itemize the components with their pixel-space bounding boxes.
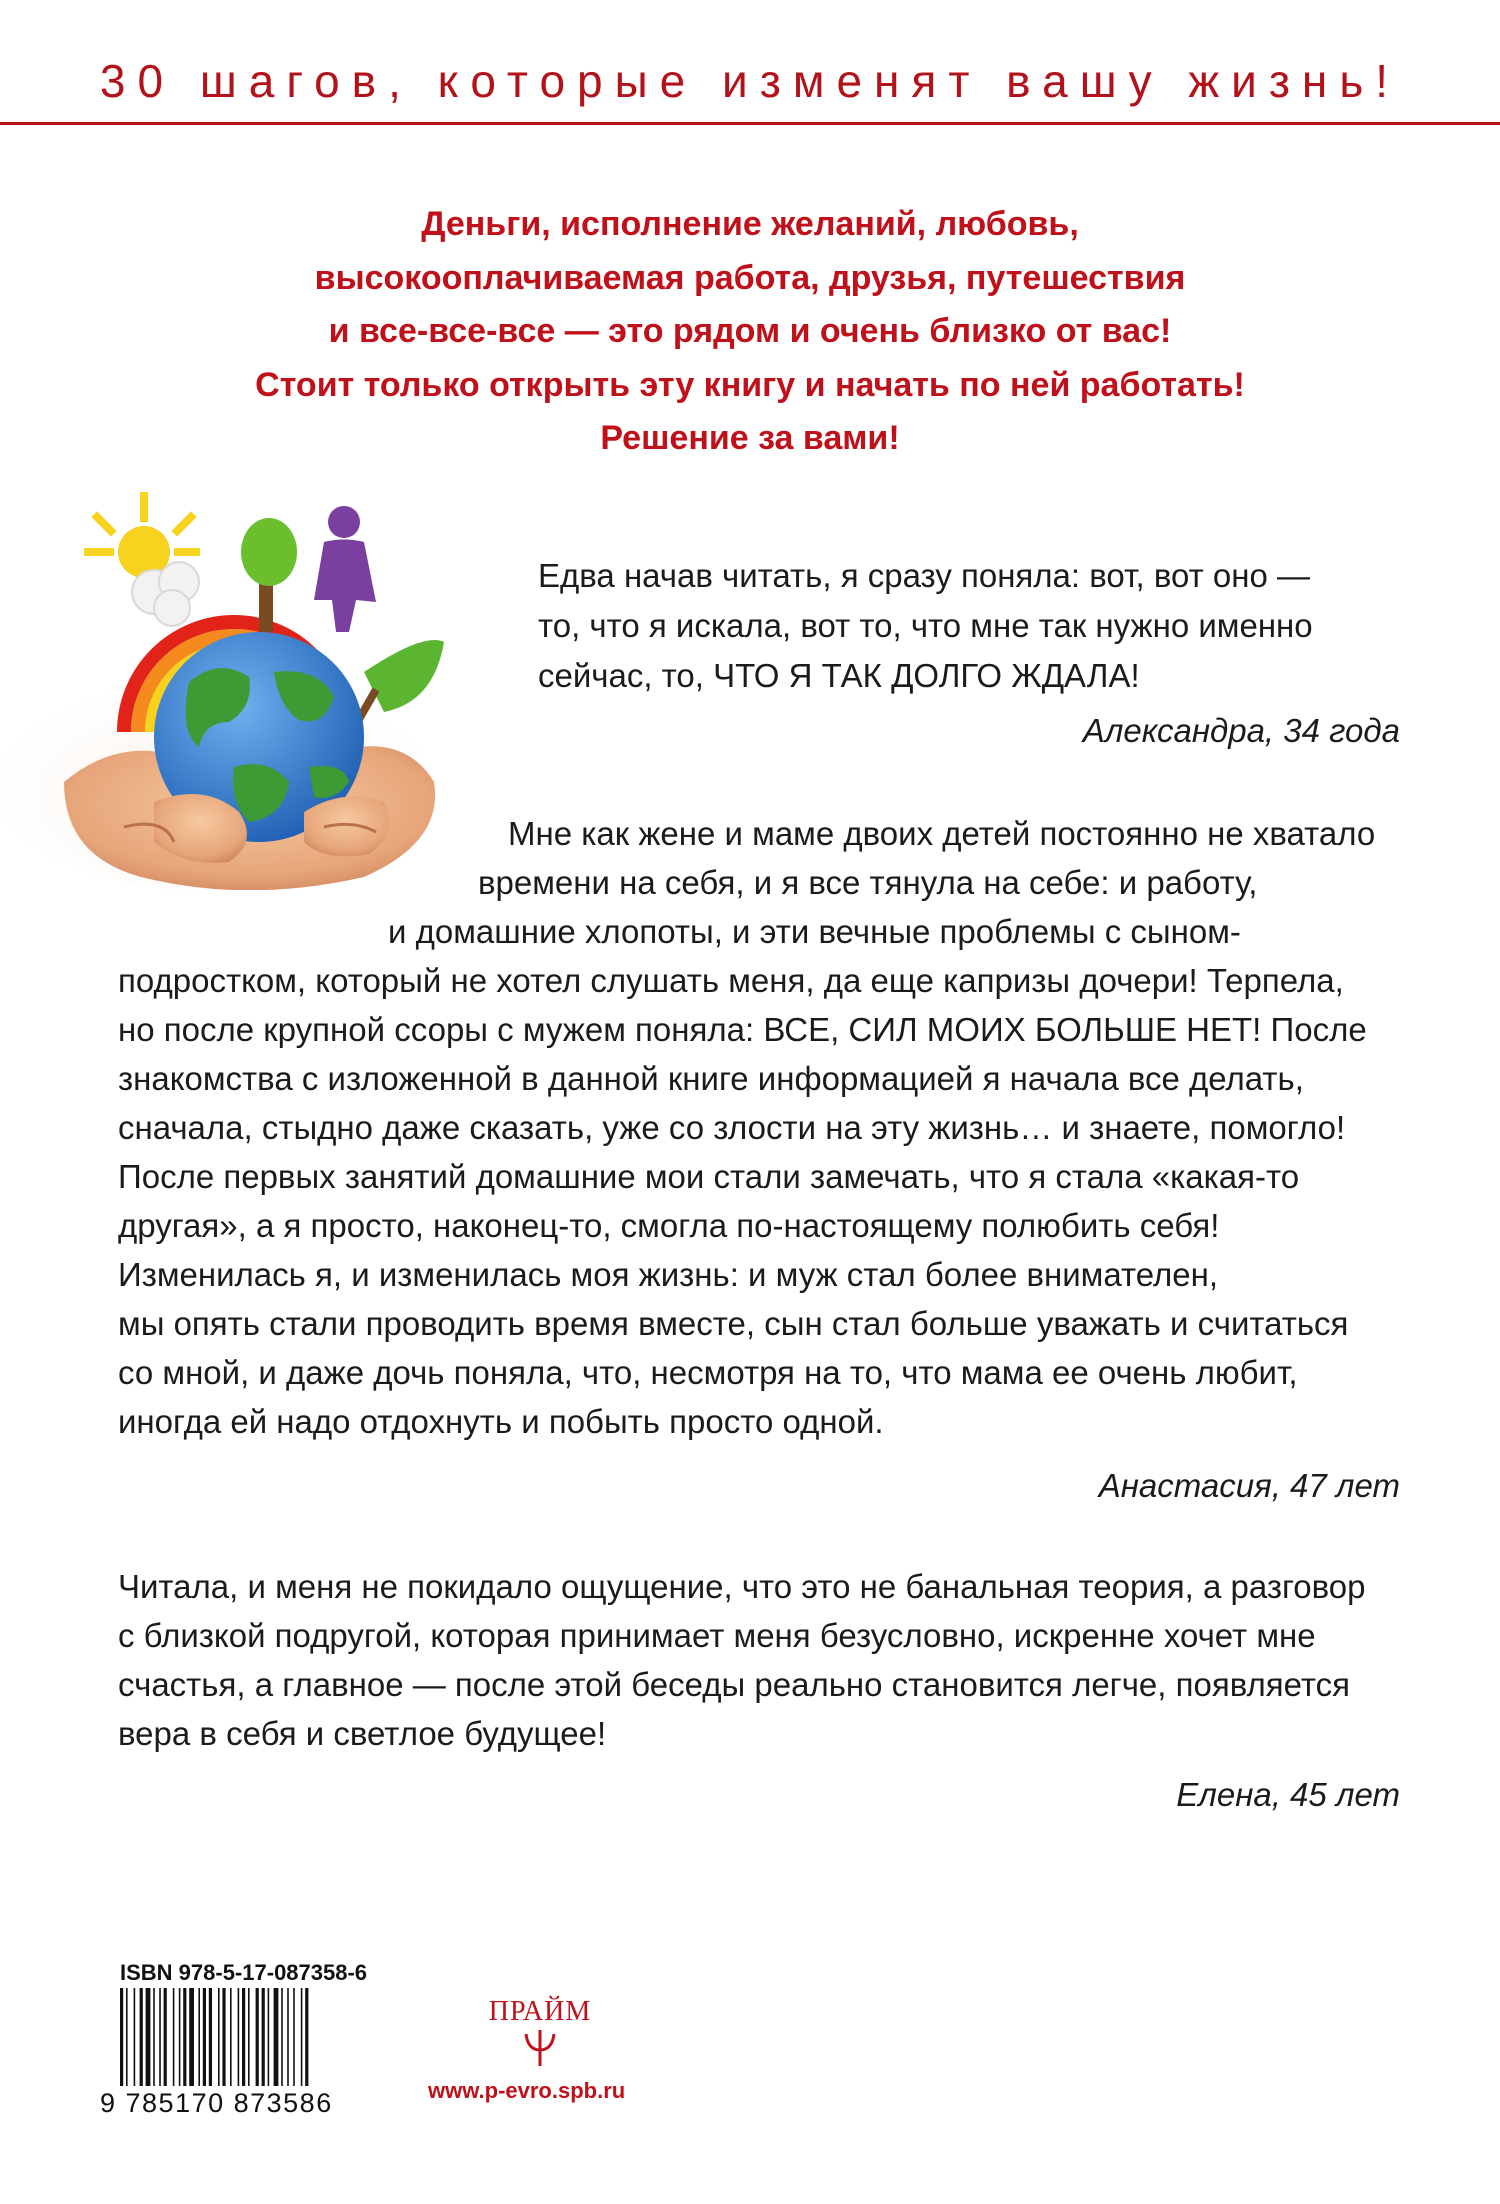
review-author: Александра, 34 года	[1082, 712, 1400, 749]
slogan-line: Решение за вами!	[600, 419, 900, 457]
series-title: 30 шагов, которые изменят вашу жизнь!	[99, 55, 1401, 107]
publisher-name: ПРАЙМ	[488, 1996, 592, 2027]
psi-logo-icon	[520, 2028, 560, 2068]
slogan-line: Деньги, исполнение желаний, любовь,	[421, 205, 1079, 243]
review-text-line: сейчас, то, ЧТО Я ТАК ДОЛГО ЖДАЛА!	[538, 657, 1140, 694]
review-author: Анастасия, 47 лет	[1098, 1467, 1400, 1504]
review-text-line: вера в себя и светлое будущее!	[118, 1715, 607, 1752]
review-text-line: Изменилась я, и изменилась моя жизнь: и муж стал более внимателен,	[118, 1256, 1218, 1293]
slogan-line: Стоит только открыть эту книгу и начать по ней работать!	[255, 365, 1245, 404]
review-text-line: и домашние хлопоты, и эти вечные проблемы с сыном-	[388, 913, 1241, 950]
review-text-line: сначала, стыдно даже сказать, уже со злости на эту жизнь… и знаете, помогло!	[118, 1109, 1346, 1146]
review-author: Елена, 45 лет	[1176, 1776, 1400, 1813]
review-text-line: иногда ей надо отдохнуть и побыть просто одной.	[118, 1403, 884, 1440]
review-text-line: Читала, и меня не покидало ощущение, что это не банальная теория, а разговор	[118, 1568, 1366, 1605]
barcode-digits: 9 785170 873586	[100, 2088, 333, 2118]
review-text-line: После первых занятий домашние мои стали замечать, что я стала «какая-то	[118, 1158, 1300, 1195]
publisher-url[interactable]: www.p-evro.spb.ru	[428, 2078, 626, 2103]
review-text-line: с близкой подругой, которая принимает меня безусловно, искренне хочет мне	[118, 1617, 1316, 1654]
publisher-logo	[480, 1996, 600, 2068]
slogan-line: и все-все-все — это рядом и очень близко от вас!	[328, 312, 1172, 350]
review-text-line: но после крупной ссоры с мужем поняла: ВСЕ, СИЛ МОИХ БОЛЬШЕ НЕТ! После	[118, 1011, 1367, 1048]
review-text-line: знакомства с изложенной в данной книге информацией я начала все делать,	[118, 1060, 1304, 1097]
slogan-line: высокооплачиваемая работа, друзья, путешествия	[314, 258, 1186, 297]
isbn-label: ISBN 978-5-17-087358-6	[120, 1960, 368, 1985]
review-text-line: Едва начав читать, я сразу поняла: вот, вот оно —	[538, 557, 1311, 594]
header-divider	[0, 122, 1500, 125]
review-text-line: со мной, и даже дочь поняла, что, несмотря на то, что мама ее очень любит,	[118, 1354, 1298, 1391]
review-text-line: времени на себя, и я все тянула на себе: и работу,	[478, 864, 1258, 901]
review-text-line: счастья, а главное — после этой беседы реально становится легче, появляется	[118, 1666, 1350, 1703]
review-text-line: Мне как жене и маме двоих детей постоянно не хватало	[508, 815, 1376, 852]
review-text-line: другая», а я просто, наконец-то, смогла по-настоящему полюбить себя!	[118, 1207, 1220, 1244]
review-text-line: подростком, который не хотел слушать меня, да еще капризы дочери! Терпела,	[118, 962, 1344, 999]
slogan-block	[100, 198, 1400, 466]
review-text-line: мы опять стали проводить время вместе, сын стал больше уважать и считаться	[118, 1305, 1349, 1342]
plasticine-globe-in-hands-icon	[4, 482, 474, 890]
review-text-line: то, что я искала, вот то, что мне так нужно именно	[538, 607, 1313, 644]
